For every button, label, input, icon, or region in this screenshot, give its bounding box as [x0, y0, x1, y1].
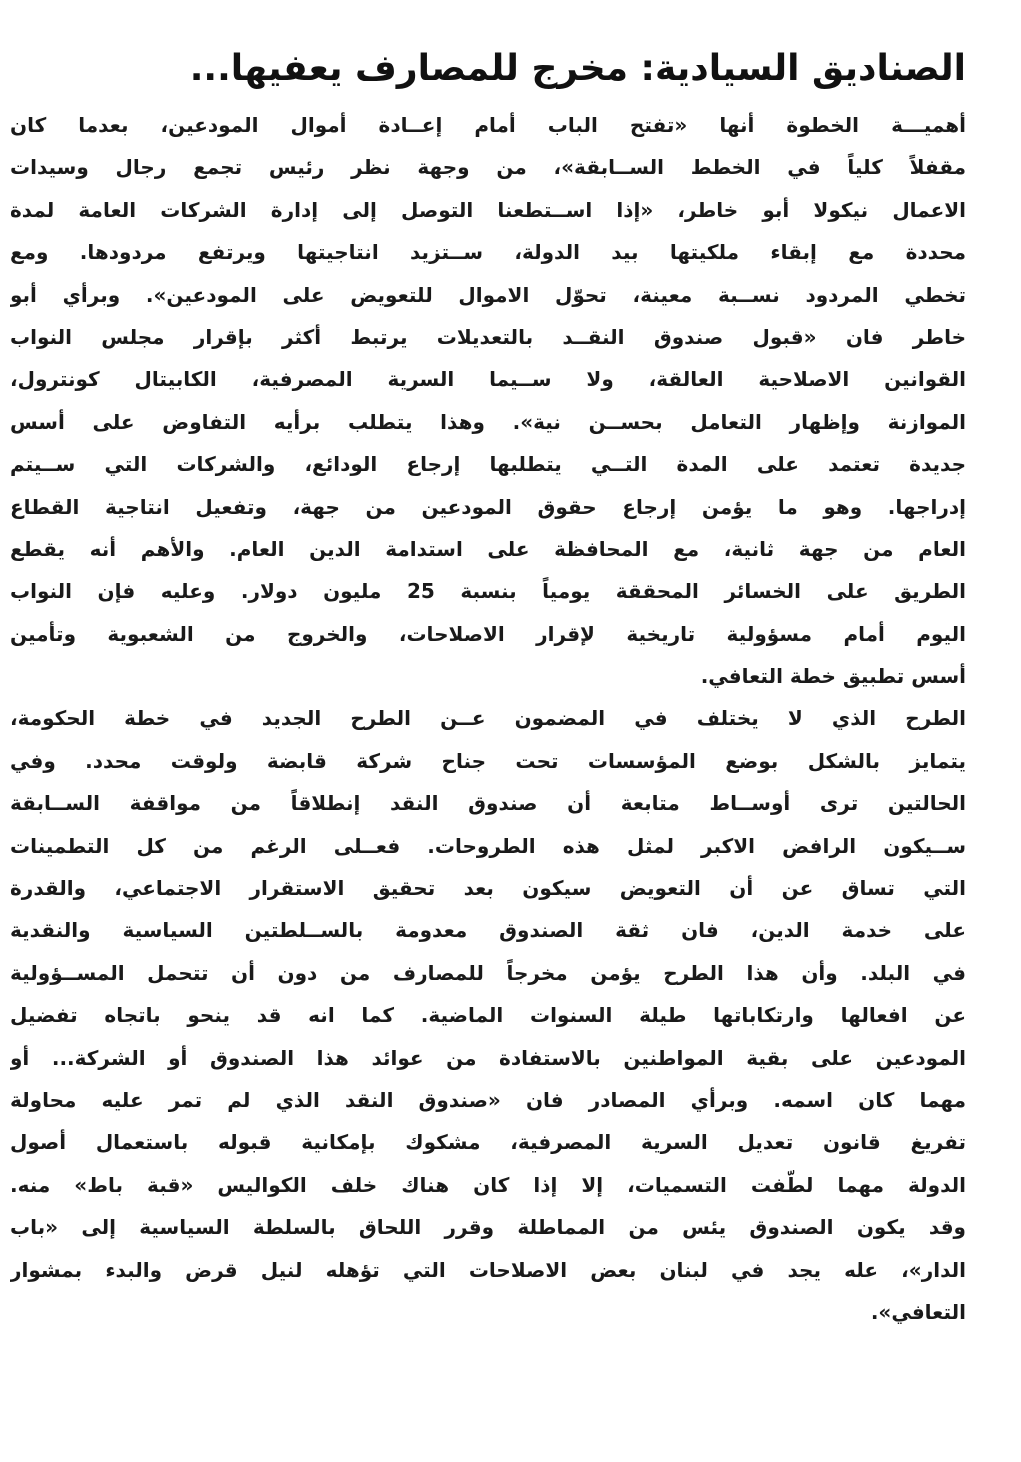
article-line: الاعمال نيكولا أبو خاطر، «إذا اســتطعنا التوصل إلى إدارة الشركات العامة لمدة [10, 197, 966, 222]
article-line: اليوم أمام مسؤولية تاريخية لإقرار الاصلاحات، والخروج من الشعبوية وتأمين [10, 621, 966, 646]
article-line: مهما كان اسمه. وبرأي المصادر فان «صندوق النقد الذي لم تمر عليه محاولة [10, 1087, 966, 1112]
article-line: وقد يكون الصندوق يئس من المماطلة وقرر اللحاق بالسلطة السياسية إلى «باب [10, 1215, 966, 1240]
article-line: الدار»، عله يجد في لبنان بعض الاصلاحات التي تؤهله لنيل قرض والبدء بمشوار [10, 1257, 966, 1282]
article-line: التعافي». [870, 1299, 966, 1324]
article-line: عن افعالها وارتكاباتها طيلة السنوات الماضية. كما انه قد ينحو باتجاه تفضيل [10, 1003, 966, 1028]
article-line: جديدة تعتمد على المدة التــي يتطلبها إرجاع الودائع، والشركات التي ســيتم [10, 452, 966, 477]
article-line: التي تساق عن أن التعويض سيكون بعد تحقيق الاستقرار الاجتماعي، والقدرة [10, 876, 966, 901]
article-line: إدراجها. وهو ما يؤمن إرجاع حقوق المودعين من جهة، وتفعيل انتاجية القطاع [10, 494, 966, 519]
article-line: الدولة مهما لطّفت التسميات، إلا إذا كان هناك خلف الكواليس «قبة باط» منه. [10, 1172, 966, 1197]
article-line: الطريق على الخسائر المحققة يومياً بنسبة 25 مليون دولار. وعليه فإن النواب [10, 579, 966, 604]
article-headline: الصناديق السيادية: مخرج للمصارف يعفيها... [189, 48, 966, 89]
article-line: في البلد. وأن هذا الطرح يؤمن مخرجاً للمصارف من دون أن تتحمل المســؤولية [10, 960, 966, 985]
article-line: تخطي المردود نســبة معينة، تحوّل الاموال للتعويض على المودعين». وبرأي أبو [10, 282, 966, 307]
article-line: أهميـــة الخطوة أنها «تفتح الباب أمام إعــادة أموال المودعين، بعدما كان [10, 113, 966, 137]
article-line: يتمايز بالشكل بوضع المؤسسات تحت جناح شركة قابضة ولوقت محدد. وفي [10, 748, 966, 773]
article-line: تفريغ قانون تعديل السرية المصرفية، مشكوك بإمكانية قبوله باستعمال أصول [10, 1130, 966, 1155]
article-line: الطرح الذي لا يختلف في المضمون عــن الطرح الجديد في خطة الحكومة، [10, 706, 966, 731]
article-line: المودعين على بقية المواطنين بالاستفادة من عوائد هذا الصندوق أو الشركة... أو [10, 1045, 966, 1070]
article-line: أسس تطبيق خطة التعافي. [700, 664, 966, 689]
article-line: الحالتين ترى أوســاط متابعة أن صندوق النقد إنطلاقاً من مواقفة الســابقة [10, 791, 966, 816]
article-line: خاطر فان «قبول صندوق النقــد بالتعديلات يرتبط أكثر بإقرار مجلس النواب [10, 324, 966, 349]
article-line: محددة مع إبقاء ملكيتها بيد الدولة، ســتزيد انتاجيتها ويرتفع مردودها. ومع [10, 240, 966, 265]
article-line: القوانين الاصلاحية العالقة، ولا ســيما السرية المصرفية، الكابيتال كونترول، [10, 367, 966, 392]
article-body [10, 104, 966, 1333]
article-line: على خدمة الدين، فان ثقة الصندوق معدومة بالســلطتين السياسية والنقدية [10, 918, 966, 943]
article-line: ســيكون الرافض الاكبر لمثل هذه الطروحات. فعــلى الرغم من كل التطمينات [10, 833, 966, 858]
article-line: العام من جهة ثانية، مع المحافظة على استدامة الدين العام. والأهم أنه يقطع [10, 536, 966, 561]
article-line: الموازنة وإظهار التعامل بحســن نية». وهذا يتطلب برأيه التفاوض على أسس [10, 409, 966, 434]
article-line: مقفلاً كلياً في الخطط الســابقة»، من وجهة نظر رئيس تجمع رجال وسيدات [10, 155, 966, 180]
